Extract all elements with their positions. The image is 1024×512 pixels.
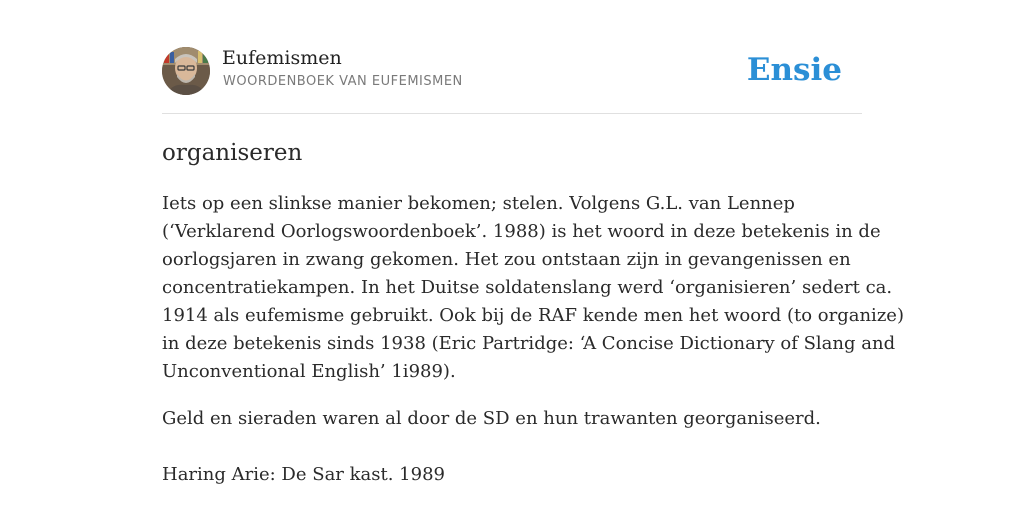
author-name[interactable]: Eufemismen xyxy=(222,47,342,69)
entry-title: organiseren xyxy=(162,140,303,166)
author-portrait-icon xyxy=(162,47,210,95)
divider xyxy=(162,113,862,114)
entry-example: Geld en sieraden waren al door de SD en hun trawanten georganiseerd. xyxy=(162,408,821,429)
definition-line: 1914 als eufemisme gebruikt. Ook bij de RAF kende men het woord (to organize) xyxy=(162,305,904,326)
definition-line: in deze betekenis sinds 1938 (Eric Partridge: ‘A Concise Dictionary of Slang and xyxy=(162,333,896,354)
avatar[interactable] xyxy=(162,47,210,95)
entry-definition xyxy=(162,190,904,386)
brand-logo[interactable]: Ensie xyxy=(746,52,842,88)
definition-line: concentratiekampen. In het Duitse soldatenslang werd ‘organisieren’ sedert ca. xyxy=(162,277,893,298)
definition-line: oorlogsjaren in zwang gekomen. Het zou ontstaan zijn in gevangenissen en xyxy=(162,249,851,270)
definition-line: Unconventional English’ 1i989). xyxy=(162,361,456,382)
author-subtitle[interactable]: WOORDENBOEK VAN EUFEMISMEN xyxy=(223,74,463,89)
definition-line: (‘Verklarend Oorlogswoordenboek’. 1988) is het woord in deze betekenis in de xyxy=(162,221,881,242)
header xyxy=(162,46,862,96)
entry-source: Haring Arie: De Sar kast. 1989 xyxy=(162,464,445,485)
definition-line: Iets op een slinkse manier bekomen; stelen. Volgens G.L. van Lennep xyxy=(162,193,795,214)
